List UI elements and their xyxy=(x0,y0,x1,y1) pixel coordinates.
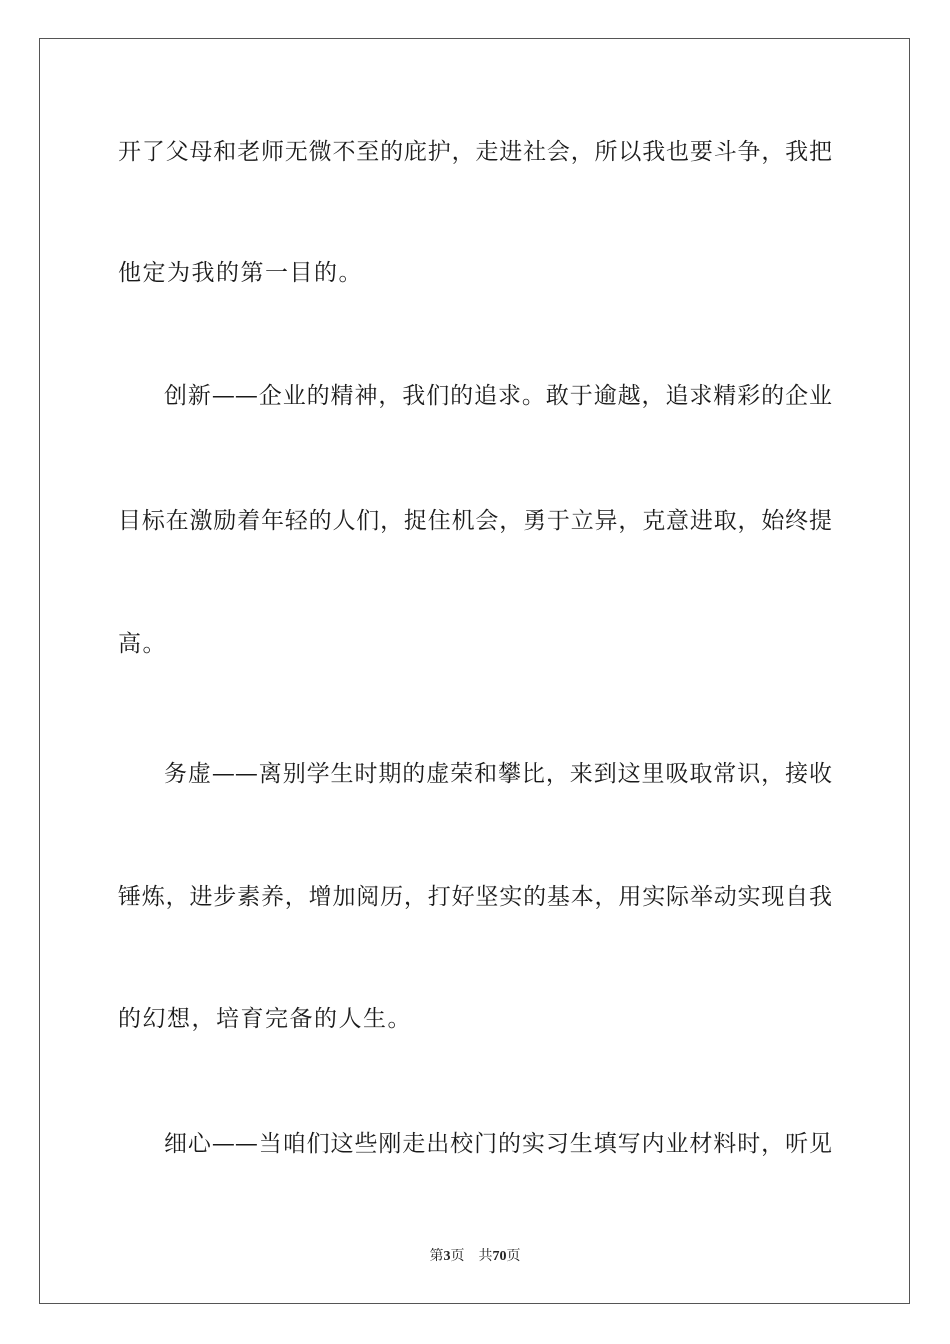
text-line: 高。 xyxy=(118,631,167,657)
text-line: 创新——企业的精神，我们的追求。敢于逾越，追求精彩的企业 xyxy=(164,383,832,409)
text-line: 的幻想，培育完备的人生。 xyxy=(118,1006,412,1032)
total-pages: 70 xyxy=(492,1249,507,1264)
text-line: 锤炼，进步素养，增加阅历，打好坚实的基本，用实际举动实现自我 xyxy=(118,884,832,910)
text-line: 务虚——离别学生时期的虚荣和攀比，来到这里吸取常识，接收 xyxy=(164,761,832,787)
total-suffix: 页 xyxy=(506,1248,521,1264)
total-prefix: 共 xyxy=(478,1248,493,1264)
text-line: 他定为我的第一目的。 xyxy=(118,260,363,286)
page-border xyxy=(39,38,910,1304)
text-line: 目标在激励着年轻的人们，捉住机会，勇于立异，克意进取，始终提 xyxy=(118,508,832,534)
page-footer xyxy=(0,1246,950,1267)
page-prefix: 第 xyxy=(429,1248,444,1264)
page-number: 3 xyxy=(443,1249,451,1264)
page-suffix: 页 xyxy=(450,1248,465,1264)
text-line: 开了父母和老师无微不至的庇护，走进社会，所以我也要斗争，我把 xyxy=(118,139,832,165)
text-line: 细心——当咱们这些刚走出校门的实习生填写内业材料时，听见 xyxy=(164,1131,832,1157)
